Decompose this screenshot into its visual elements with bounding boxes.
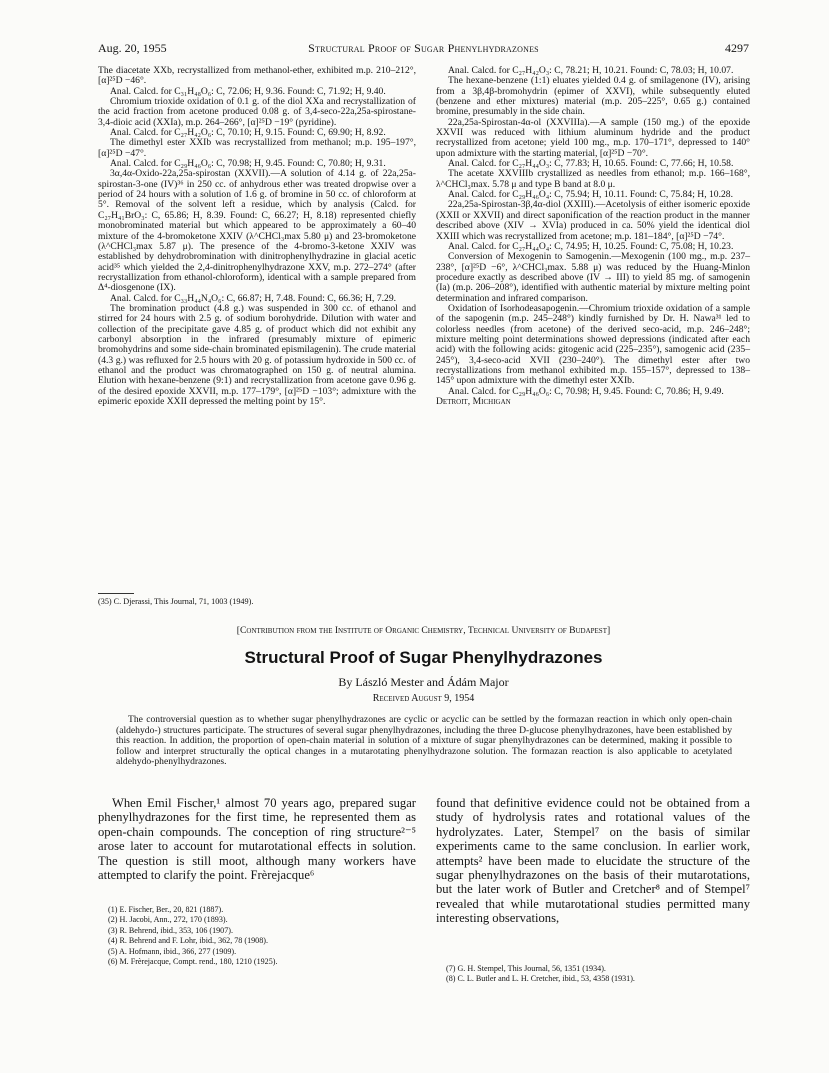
- reference: (4) R. Behrend and F. Lohr, ibid., 362, 78 (1908).: [108, 936, 268, 946]
- paragraph: Anal. Calcd. for C₃₁H₄₈O₆: C, 72.06; H, 9.36. Found: C, 71.92; H, 9.40.: [110, 85, 386, 97]
- paragraph: Chromium trioxide oxidation of 0.1 g. of the diol XXa and recrystallization of the acid fraction from acetone produced 0.08 g. of 3,4-seco-22a,25a-spirostane-3,4-dioic acid (XXIa), m.p. 264–266°, [α]²⁵D −19° (pyridine).: [98, 96, 416, 128]
- right-column-experimental: [436, 66, 750, 610]
- footnote-35: (35) C. Djerassi, This Journal, 71, 1003 (1949).: [98, 597, 254, 606]
- abstract: The controversial question as to whether sugar phenylhydrazones are cyclic or acyclic can be settled by the formazan reaction in which only open-chain (aldehydo-) structures participate. The structures of several sugar phenylhydrazones, including the three D-glucose phenylhydrazones, have been established by this reaction. In addition, the proportion of open-chain material in solution of a mixture of sugar phenylhydrazones can be determined, making it possible to follow and interpret structurally the optical changes in a mutarotating phenylhydrazone solution. The formazan reaction is also applicable to acetylated aldehydo-phenylhydrazones.: [116, 714, 732, 768]
- body-right-column: [436, 796, 750, 926]
- paragraph: Anal. Calcd. for C₂₇H₄₂O₆: C, 70.10; H, 9.15. Found: C, 69.90; H, 8.92.: [110, 127, 386, 139]
- paragraph: Anal. Calcd. for C₂₉H₄₆O₆: C, 70.98; H, 9.45. Found: C, 70.80; H, 9.31.: [110, 158, 386, 170]
- header-page-number: 4297: [725, 41, 749, 55]
- reference: (8) C. L. Butler and L. H. Cretcher, ibid., 53, 4358 (1931).: [446, 974, 635, 984]
- paragraph: Conversion of Mexogenin to Samogenin.—Mexogenin (100 mg., m.p. 237–238°, [α]²⁵D −6°, λ^CHCl₃max. 5.88 μ) was reduced by the Huang-Minlon procedure exactly as described above (IV → III) to yield 85 mg. of samogenin (Ia) (m.p. 206–208°), identified with authentic material by mixture melting point determination and infrared comparison.: [436, 251, 750, 304]
- header-running-title: Structural Proof of Sugar Phenylhydrazones: [308, 41, 539, 55]
- paragraph: 22a,25a-Spirostan-4α-ol (XXVIIIa).—A sample (150 mg.) of the epoxide XXVII was reduced with lithium aluminum hydride and the product recrystallized from acetone; yield 100 mg., m.p. 170–171°, depressed to 140° upon admixture with the starting material, [α]²⁵D −70°.: [436, 116, 750, 159]
- references-left: [108, 905, 416, 967]
- paragraph: found that definitive evidence could not be obtained from a study of hydrolysis rates and rotational values of the hydrolyzates. Later, Stempel⁷ on the basis of similar experiments came to the same conclusion. In earlier work, attempts² have been made to elucidate the structure of the sugar phenylhydrazones on the basis of their mutarotations, but the later work of Butler and Cretcher⁸ and of Stempel⁷ revealed that while mutarotational studies permitted many interesting observations,: [436, 796, 750, 926]
- reference: (5) A. Hofmann, ibid., 366, 277 (1909).: [108, 946, 237, 956]
- paragraph: When Emil Fischer,¹ almost 70 years ago, prepared sugar phenylhydrazones for the first time, he represented them as open-chain compounds. The conception of ring structure²⁻⁵ arose later to account for mutarotational effects in solution. The question is still moot, although many workers have attempted to clarify the point. Frèrejacque⁶: [98, 796, 416, 883]
- paragraph: Oxidation of Isorhodeasapogenin.—Chromium trioxide oxidation of a sample of the sapogenin (m.p. 245–248°) kindly furnished by Dr. H. Nawa³¹ led to colorless needles (from acetone) of the derived seco-acid, m.p. 246–248°; mixture melting point determinations showed depressions (indicated after each acid) with the following acids: gitogenic acid (225–235°), samogenic acid (235–245°), 3,4-seco-acid XVII (230–240°). The dimethyl ester after two recrystallizations from methanol exhibited m.p. 155–157°, depressed to 138–145° upon admixture with the dimethyl ester XXIb.: [436, 302, 750, 387]
- paragraph: Anal. Calcd. for C₂₇H₄₂O₃: C, 78.21; H, 10.21. Found: C, 78.03; H, 10.07.: [448, 65, 734, 76]
- contribution-line: [Contribution from the Institute of Organic Chemistry, Technical University of Budapest]: [236, 625, 611, 636]
- reference: (7) G. H. Stempel, This Journal, 56, 1351 (1934).: [446, 964, 606, 973]
- footnote-divider: [98, 593, 134, 594]
- body-left-column: [98, 796, 416, 882]
- article-title: Structural Proof of Sugar Phenylhydrazones: [244, 648, 603, 667]
- left-column-experimental: [98, 66, 416, 586]
- references-right: [446, 964, 750, 985]
- location: Detroit, Michigan: [436, 396, 511, 407]
- received-date: Received August 9, 1954: [372, 693, 475, 704]
- paragraph: The acetate XXVIIIb crystallized as needles from ethanol; m.p. 166–168°, λ^CHCl₃max. 5.78 μ and type B band at 8.0 μ.: [436, 168, 750, 190]
- paragraph: Anal. Calcd. for C₂₇H₄₄O₃: C, 77.83; H, 10.65. Found: C, 77.66; H, 10.58.: [448, 158, 734, 170]
- authors: By László Mester and Ádám Major: [338, 675, 509, 689]
- paragraph: 22a,25a-Spirostan-3β,4α-diol (XXIII).—Acetolysis of either isomeric epoxide (XXII or XXVII) and direct saponification of the reaction product in the manner described above (XIV → XVIa) produced in ca. 50% yield the identical diol XXIII which was recrystallized from acetone; m.p. 181–184°, [α]²⁵D −74°.: [436, 199, 750, 242]
- paragraph: Anal. Calcd. for C₂₉H₄₆O₄: C, 75.94; H, 10.11. Found: C, 75.84; H, 10.28.: [448, 189, 733, 201]
- reference: (3) R. Behrend, ibid., 353, 106 (1907).: [108, 925, 233, 935]
- paragraph: Anal. Calcd. for C₂₇H₄₄O₄: C, 74.95; H, 10.25. Found: C, 75.08; H, 10.23.: [448, 240, 734, 252]
- paragraph: The hexane-benzene (1:1) eluates yielded 0.4 g. of smilagenone (IV), arising from a 3β,4β-bromohydrin (epimer of XXVI), while subsequently eluted (benzene and ether mixtures) material (m.p. 205–225°, 0.65 g.) contained bromine, presumably in the side chain.: [436, 75, 750, 118]
- paragraph: Anal. Calcd. for C₃₃H₄₄N₄O₆: C, 66.87; H, 7.48. Found: C, 66.36; H, 7.29.: [110, 292, 397, 304]
- reference: (2) H. Jacobi, Ann., 272, 170 (1893).: [108, 915, 228, 925]
- paragraph: The bromination product (4.8 g.) was suspended in 300 cc. of ethanol and stirred for 24 hours with 2.5 g. of sodium borohydride. Dilution with water and collection of the precipitate gave 4.85 g. of product which did not exhibit any carbonyl absorption in the infrared (presumably mixture of epimeric bromohydrins and some side-chain brominated epismilagenin). The crude material (4.3 g.) was refluxed for 2.5 hours with 20 g. of potassium hydroxide in 500 cc. of ethanol and the product was chromatographed on 150 g. of neutral alumina. Elution with hexane-benzene (9:1) and recrystallization from acetone gave 0.96 g. of the desired epoxide XXVII, m.p. 177–179°, [α]²⁵D −103°; admixture with the epimeric epoxide XXII depressed the melting point by 15°.: [98, 302, 416, 407]
- running-header: [98, 40, 749, 56]
- paragraph: The dimethyl ester XXIb was recrystallized from methanol; m.p. 195–197°, [α]²⁵D −47°.: [98, 137, 416, 159]
- paragraph: 3α,4α-Oxido-22a,25a-spirostan (XXVII).—A solution of 4.14 g. of 22a,25a-spirostan-3-one (IV)³⁶ in 250 cc. of anhydrous ether was treated dropwise over a period of 24 hours with a solution of 1.6 g. of bromine in 50 cc. of chloroform at 5°. Removal of the solvent left a residue, which by analysis (Calcd. for C₂₇H₄₁BrO₃: C, 65.86; H, 8.39. Found: C, 66.27; H, 8.18) represented chiefly monobrominated material but which appeared to be approximately a 60–40 mixture of the 4-bromoketone XXIV (λ^CHCl₃max 5.80 μ) and 23-bromoketone (λ^CHCl₃max 5.87 μ). The presence of the 4-bromo-3-ketone XXIV was established by dehydrobromination with dinitrophenylhydrazine in glacial acetic acid³⁵ which yielded the 2,4-dinitrophenylhydrazone XXV, m.p. 272–274° (after recrystallization from ethanol-chloroform), identical with a sample prepared from Δ⁴-diosgenone (IX).: [98, 168, 416, 294]
- reference: (6) M. Frèrejacque, Compt. rend., 180, 1210 (1925).: [108, 957, 278, 967]
- header-date: Aug. 20, 1955: [98, 41, 167, 55]
- paragraph: The diacetate XXb, recrystallized from methanol-ether, exhibited m.p. 210–212°, [α]²⁵D −46°.: [98, 65, 416, 87]
- reference: (1) E. Fischer, Ber., 20, 821 (1887).: [108, 905, 224, 914]
- paragraph: Anal. Calcd. for C₂₉H₄₆O₆: C, 70.98; H, 9.45. Found: C, 70.86; H, 9.49.: [448, 385, 724, 397]
